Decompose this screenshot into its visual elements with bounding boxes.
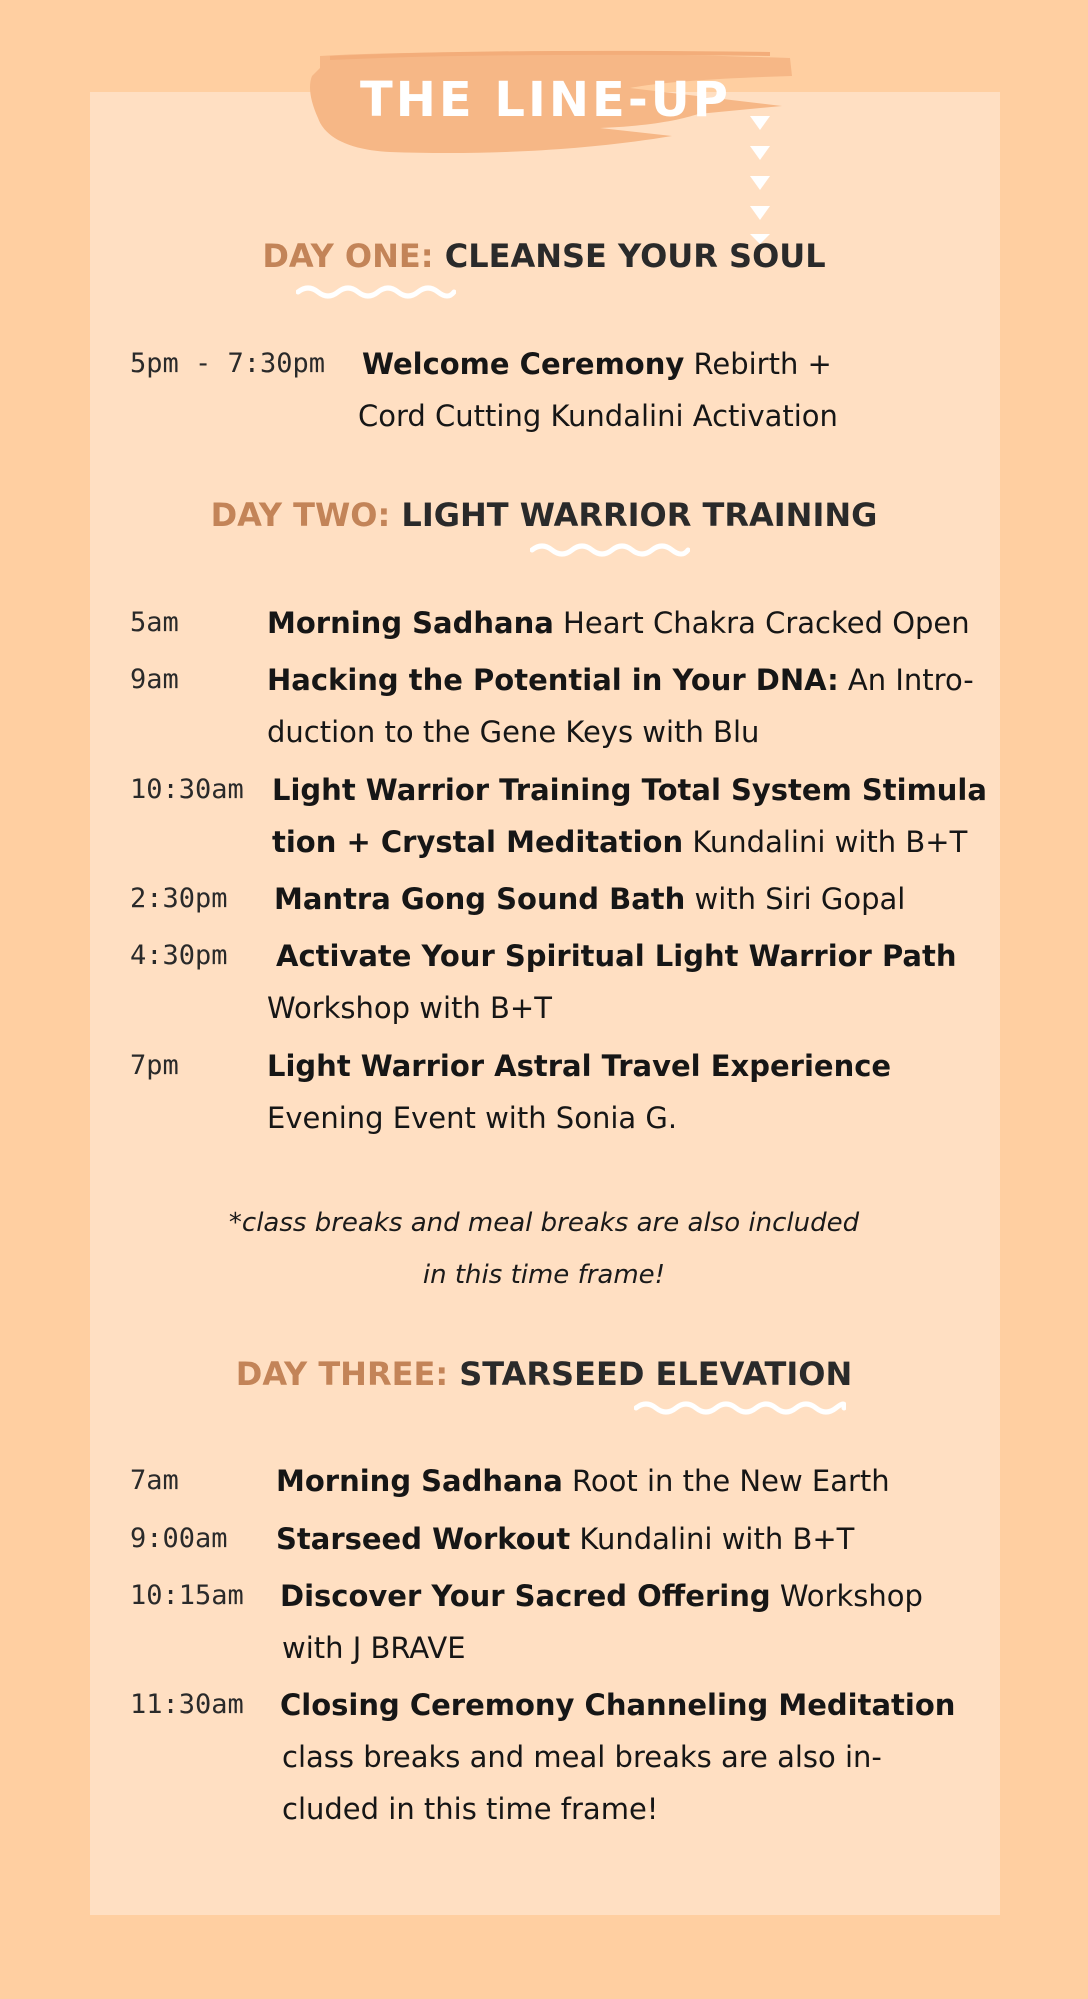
session-title: Light Warrior Training Total System Stimula [272, 773, 987, 807]
day-one-theme: CLEANSE YOUR SOUL [444, 237, 826, 275]
day-one-label: DAY ONE: [262, 237, 434, 275]
time-label: 10:30am [130, 774, 244, 805]
breaks-note-line2: in this time frame! [422, 1260, 666, 1290]
session-desc: Kundalini with B+T [692, 825, 968, 859]
breaks-note-line1: *class breaks and meal breaks are also included [228, 1208, 860, 1238]
session-title: Closing Ceremony Channeling Meditation [280, 1688, 956, 1722]
lineup-title: THE LINE-UP [360, 72, 731, 128]
session-title-cont: tion + Crystal Meditation [272, 825, 684, 859]
time-label: 9:00am [130, 1523, 228, 1554]
squiggle-underline-icon [530, 540, 690, 560]
time-label: 10:15am [130, 1580, 244, 1611]
session-title: Morning Sadhana [267, 606, 554, 640]
time-label: 5pm - 7:30pm [130, 348, 326, 379]
session-title: Starseed Workout [276, 1522, 571, 1556]
session-desc: Root in the New Earth [572, 1464, 890, 1498]
time-label: 2:30pm [130, 883, 228, 914]
session-desc: with Siri Gopal [694, 882, 906, 916]
session-title: Discover Your Sacred Offering [280, 1579, 771, 1613]
squiggle-underline-icon [296, 282, 456, 302]
day-three-heading [0, 1355, 1088, 1393]
session-desc-cont: Evening Event with Sonia G. [267, 1101, 678, 1135]
session-title: Activate Your Spiritual Light Warrior Path [276, 939, 957, 973]
session-title: Welcome Ceremony [362, 347, 685, 381]
session-desc: An Intro- [847, 663, 974, 697]
time-label: 7pm [130, 1050, 179, 1081]
session-desc-cont: with J BRAVE [282, 1631, 466, 1665]
session-title: Mantra Gong Sound Bath [274, 882, 686, 916]
session-title: Light Warrior Astral Travel Experience [267, 1049, 892, 1083]
session-desc: Workshop [779, 1579, 923, 1613]
session-desc: Kundalini with B+T [579, 1522, 855, 1556]
session-desc-cont: cluded in this time frame! [282, 1792, 659, 1826]
day-one-heading [0, 237, 1088, 275]
down-arrows-icon [748, 114, 772, 244]
day-two-heading [0, 496, 1088, 534]
session-title: Hacking the Potential in Your DNA: [267, 663, 839, 697]
time-label: 4:30pm [130, 940, 228, 971]
time-label: 5am [130, 607, 179, 638]
time-label: 9am [130, 664, 179, 695]
session-desc-cont: class breaks and meal breaks are also in- [282, 1740, 882, 1774]
session-desc-cont: duction to the Gene Keys with Blu [267, 715, 760, 749]
session-title: Morning Sadhana [276, 1464, 563, 1498]
breaks-note [0, 1197, 1088, 1301]
session-desc-cont: Workshop with B+T [267, 991, 552, 1025]
session-desc: Rebirth + [693, 347, 832, 381]
day-three-label: DAY THREE: [235, 1355, 449, 1393]
day-three-theme: STARSEED ELEVATION [459, 1355, 853, 1393]
session-desc: Heart Chakra Cracked Open [563, 606, 970, 640]
time-label: 11:30am [130, 1689, 244, 1720]
squiggle-underline-icon [634, 1398, 846, 1418]
time-label: 7am [130, 1465, 179, 1496]
day-two-theme: LIGHT WARRIOR TRAINING [401, 496, 878, 534]
session-desc-cont: Cord Cutting Kundalini Activation [358, 399, 838, 433]
day-two-label: DAY TWO: [210, 496, 391, 534]
